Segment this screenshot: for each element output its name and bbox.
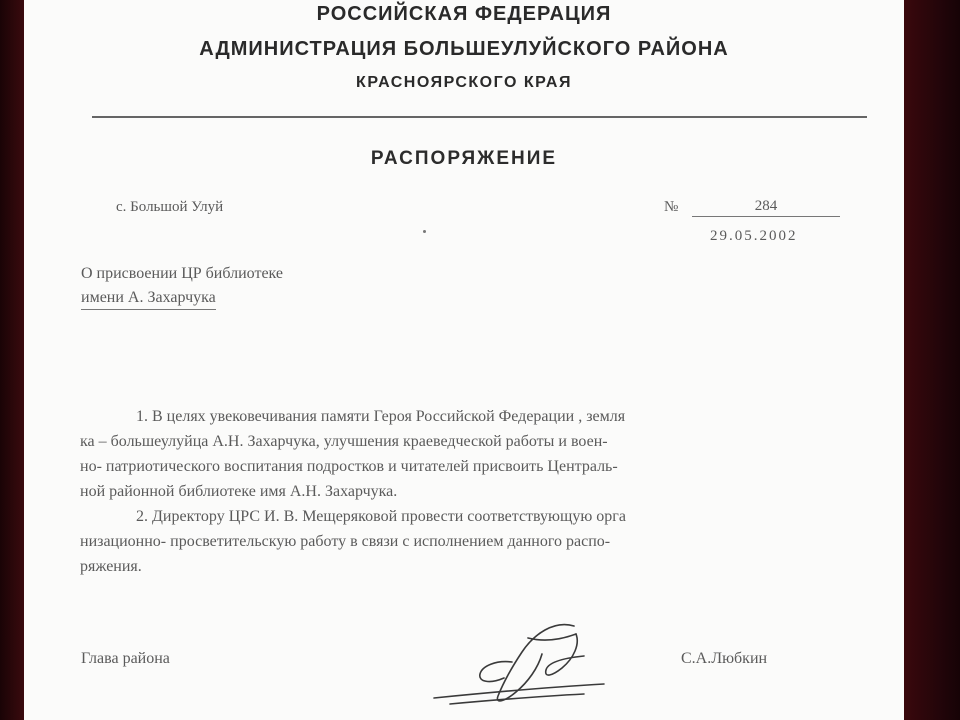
- left-border: [0, 0, 24, 720]
- document-number: 284: [692, 198, 840, 217]
- document-date: 29.05.2002: [710, 228, 798, 244]
- subject-line-1: О присвоении ЦР библиотеке: [81, 265, 284, 282]
- header-administration: АДМИНИСТРАЦИЯ БОЛЬШЕУЛУЙСКОГО РАЙОНА: [199, 38, 729, 60]
- number-sign: №: [664, 199, 679, 215]
- body-line: ной районной библиотеке имя А.Н. Захарчука.: [80, 483, 398, 500]
- body-line: 2. Директору ЦРС И. В. Мещеряковой провести соответствующую орга: [136, 508, 626, 525]
- body-line: ряжения.: [80, 558, 142, 575]
- order-body: [80, 404, 840, 579]
- subject-line-2: имени А. Захарчука: [81, 289, 216, 310]
- body-line: низационно- просветительскую работу в связи с исполнением данного распо-: [80, 533, 611, 550]
- header-country: РОССИЙСКАЯ ФЕДЕРАЦИЯ: [316, 3, 612, 25]
- header-region: КРАСНОЯРСКОГО КРАЯ: [356, 74, 572, 91]
- right-border: [904, 0, 960, 720]
- body-line: но- патриотического воспитания подростков и читателей присвоить Централь-: [80, 458, 618, 475]
- body-line: ка – большеулуйца А.Н. Захарчука, улучшения краеведческой работы и воен-: [80, 433, 608, 450]
- handwritten-signature: [424, 612, 624, 712]
- document-page: [24, 0, 904, 720]
- place-of-issue: с. Большой Улуй: [116, 199, 224, 215]
- signatory-role: Глава района: [81, 650, 170, 667]
- signatory-name: С.А.Любкин: [681, 650, 768, 667]
- document-type: РАСПОРЯЖЕНИЕ: [370, 148, 558, 169]
- scan-speck: [423, 230, 426, 233]
- body-line: 1. В целях увековечивания памяти Героя Российской Федерации , земля: [136, 408, 626, 425]
- header-divider: [92, 116, 867, 118]
